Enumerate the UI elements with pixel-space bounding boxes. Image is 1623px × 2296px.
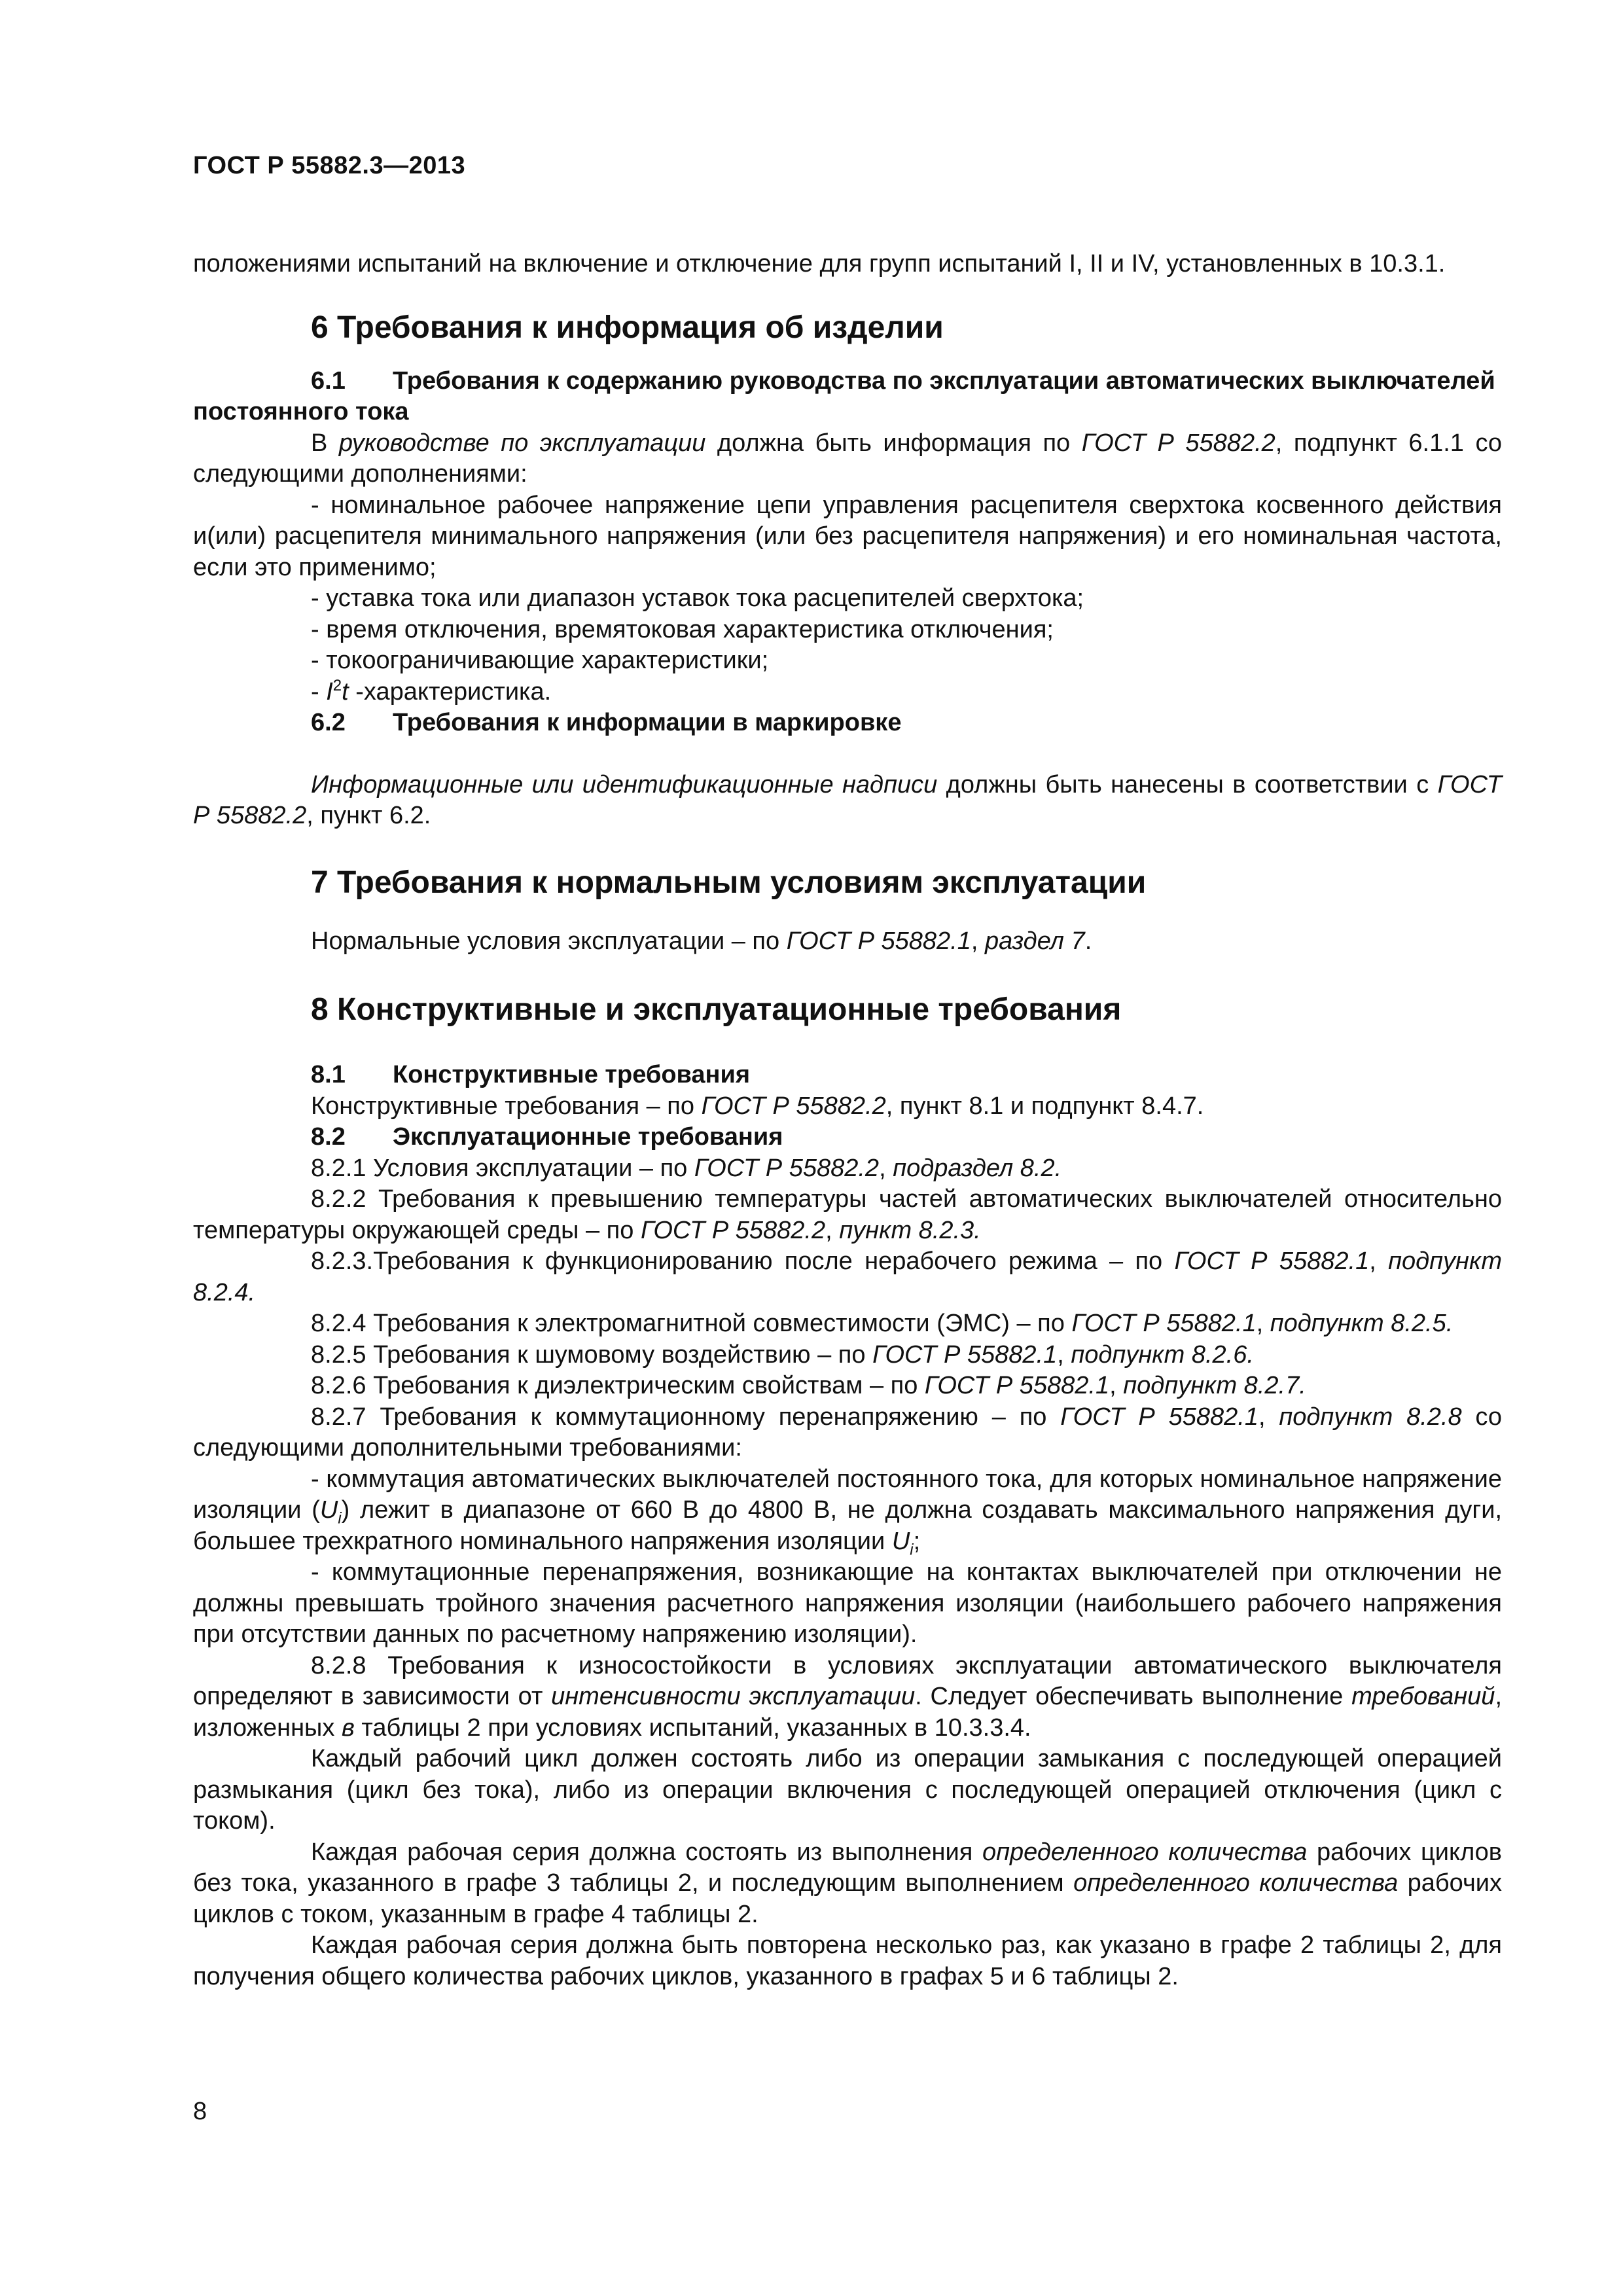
- symbol-u: U: [319, 1496, 338, 1524]
- section-8-1-paragraph: [193, 1091, 1502, 1122]
- gost-reference: ГОСТ Р 55882.1: [1174, 1247, 1370, 1275]
- page-content: [193, 249, 1502, 1992]
- page-number: 8: [193, 2098, 207, 2125]
- text-run: должны быть нанесены в соответствии с: [937, 770, 1438, 798]
- text-run: 8.2.3.Требования к функционированию после нерабочего режима – по: [311, 1247, 1175, 1275]
- text-run: 8.2.4 Требования к электромагнитной совместимости (ЭМС) – по: [311, 1310, 1072, 1337]
- section-6-2-heading: [193, 708, 1502, 739]
- clause-8-2-2: [193, 1184, 1502, 1246]
- text-run: 8.2.5 Требования к шумовому воздействию – по: [311, 1340, 873, 1369]
- text-run-italic: подпункт 8.2.5.: [1270, 1310, 1454, 1337]
- text-run-italic: требований: [1351, 1683, 1495, 1710]
- subscript: i: [338, 1509, 342, 1528]
- text-run: таблицы 2 при условиях испытаний, указанных в 10.3.3.4.: [354, 1713, 1031, 1742]
- text-run: , пункт 6.2.: [306, 802, 431, 829]
- clause-8-2-3: [193, 1246, 1502, 1308]
- clause-8-2-1: [193, 1153, 1502, 1185]
- list-item: - время отключения, времятоковая характеристика отключения;: [311, 615, 1054, 643]
- text-run: ,: [1256, 1310, 1270, 1337]
- text-run-italic: подпункт 8.2.7.: [1123, 1372, 1306, 1399]
- text-run: 8.2.1 Условия эксплуатации – по: [311, 1154, 694, 1182]
- text-run: ) лежит в диапазоне от 660 В до 4800 В, не должна создавать максимального напряжения дуги, большее трехкратного номинального напряжения изоляции: [193, 1496, 1503, 1555]
- section-6-1-paragraph: [193, 428, 1502, 490]
- clause-8-2-7-item-2: - коммутационные перенапряжения, возникающие на контактах выключателей при отключении не должны превышать тройного значения расчетного напряжения изоляции (наибольшего рабочего напряжения при отсутствии данных по расчетному напряжению изоляции).: [193, 1558, 1502, 1648]
- text-run: рабочих циклов с током, указанным в графе 4 таблицы 2.: [193, 1869, 1503, 1928]
- text-run: ,: [1369, 1247, 1389, 1275]
- gost-reference: ГОСТ Р 55882.2: [1081, 429, 1275, 457]
- text-run: В: [311, 429, 339, 457]
- text-run: -: [311, 677, 327, 706]
- text-run: .: [1084, 927, 1092, 955]
- text-run-italic: интенсивности эксплуатации: [551, 1683, 916, 1710]
- intro-paragraph: положениями испытаний на включение и отключение для групп испытаний I, II и IV, установленных в 10.3.1.: [193, 250, 1446, 278]
- section-6-1-number: 6.1: [311, 367, 346, 395]
- text-run: Конструктивные требования – по: [311, 1092, 702, 1120]
- gost-reference: ГОСТ Р 55882.1: [1071, 1310, 1257, 1337]
- section-8-1-title: Конструктивные требования: [393, 1061, 751, 1088]
- document-header: ГОСТ Р 55882.3—2013: [193, 152, 466, 179]
- clause-8-2-7-item-1: [193, 1464, 1502, 1558]
- symbol-t: t: [342, 677, 349, 706]
- text-run-italic: подпункт 8.2.6.: [1071, 1340, 1254, 1369]
- clause-8-2-7: [193, 1402, 1502, 1464]
- text-run-italic: раздел 7: [985, 927, 1085, 955]
- text-run: 8.2.2 Требования к превышению температуры частей автоматических выключателей относительно температуры окружающей среды – по: [193, 1185, 1502, 1244]
- section-6-2-paragraph: [193, 770, 1502, 832]
- gost-reference: ГОСТ Р 55882.1: [786, 927, 971, 955]
- section-7-heading: 7 Требования к нормальным условиям эксплуатации: [311, 865, 1147, 900]
- text-run: Нормальные условия эксплуатации – по: [311, 927, 787, 955]
- text-run: ,: [1109, 1372, 1124, 1399]
- text-run: -характеристика.: [348, 677, 552, 706]
- text-run: со следующими дополнительными требованиями:: [193, 1403, 1502, 1462]
- gost-reference: ГОСТ Р 55882.1: [924, 1372, 1110, 1399]
- section-6-2-number: 6.2: [311, 709, 346, 736]
- text-run: ,: [879, 1154, 893, 1182]
- list-item: - номинальное рабочее напряжение цепи управления расцепителя сверхтока косвенного действия и(или) расцепителя минимального напряжения (или без расцепителя напряжения) и его номинальная частота, если это применимо;: [193, 491, 1502, 581]
- paragraph-operating-cycle: Каждый рабочий цикл должен состоять либо из операции замыкания с последующей операцией размыкания (цикл без тока), либо из операции включения с последующей операцией отключения (цикл с током).: [193, 1745, 1502, 1835]
- list-item-i2t: [193, 677, 1502, 708]
- clause-8-2-8: [193, 1651, 1502, 1744]
- gost-reference: ГОСТ Р 55882.1: [872, 1340, 1058, 1369]
- symbol-i: I: [326, 677, 333, 706]
- text-run-italic: Информационные или идентификационные надписи: [311, 770, 938, 798]
- section-8-heading: 8 Конструктивные и эксплуатационные требования: [311, 992, 1122, 1027]
- text-run: - коммутация автоматических выключателей постоянного тока, для которых номинальное напряжение изоляции (: [193, 1465, 1502, 1524]
- text-run: . Следует обеспечивать выполнение: [915, 1683, 1352, 1710]
- gost-reference: ГОСТ Р 55882.2: [193, 770, 1502, 829]
- section-6-1-title: Требования к содержанию руководства по эксплуатации автоматических выключателей постоянного тока: [193, 367, 1495, 425]
- text-run: рабочих циклов без тока, указанного в графе 3 таблицы 2, и последующим выполнением: [193, 1838, 1502, 1897]
- text-run-italic: определенного количества: [982, 1838, 1308, 1866]
- gost-reference: ГОСТ Р 55882.1: [1060, 1403, 1258, 1431]
- text-run-italic: руководстве по эксплуатации: [338, 429, 706, 457]
- section-8-1-heading: [193, 1060, 1502, 1091]
- clause-8-2-5: [193, 1340, 1502, 1371]
- clause-8-2-6: [193, 1371, 1502, 1402]
- section-8-2-heading: [193, 1122, 1502, 1153]
- section-8-2-number: 8.2: [311, 1123, 346, 1151]
- text-run-italic: подпункт 8.2.8: [1279, 1403, 1462, 1431]
- section-6-1-heading: [193, 366, 1502, 428]
- paragraph-operating-series-1: [193, 1837, 1502, 1931]
- text-run: , подпункт 6.1.1 со следующими дополнениями:: [193, 429, 1503, 488]
- text-run: должна быть информация по: [705, 429, 1082, 457]
- clause-8-2-4: [193, 1308, 1502, 1340]
- gost-reference: ГОСТ Р 55882.2: [640, 1216, 826, 1244]
- text-run: ;: [913, 1527, 921, 1555]
- list-item: - уставка тока или диапазон уставок тока расцепителей сверхтока;: [311, 584, 1084, 612]
- text-run: ,: [825, 1216, 840, 1244]
- list-item: - токоограничивающие характеристики;: [311, 647, 769, 674]
- text-run: Каждая рабочая серия должна состоять из выполнения: [311, 1838, 982, 1866]
- text-run: 8.2.7 Требования к коммутационному перенапряжению – по: [311, 1403, 1061, 1431]
- text-run-italic: подпункт 8.2.4.: [193, 1247, 1502, 1306]
- text-run: , изложенных: [193, 1683, 1502, 1742]
- text-run-italic: определенного количества: [1073, 1869, 1399, 1897]
- subscript: i: [910, 1541, 914, 1559]
- section-6-heading: 6 Требования к информация об изделии: [311, 310, 944, 345]
- section-8-1-number: 8.1: [311, 1061, 346, 1088]
- paragraph-operating-series-2: Каждая рабочая серия должна быть повторена несколько раз, как указано в графе 2 таблицы 2, для получения общего количества рабочих циклов, указанного в графах 5 и 6 таблицы 2.: [193, 1931, 1502, 1990]
- symbol-u: U: [891, 1527, 910, 1555]
- gost-reference: ГОСТ Р 55882.2: [701, 1092, 886, 1120]
- section-6-2-title: Требования к информации в маркировке: [393, 709, 902, 736]
- text-run: , пункт 8.1 и подпункт 8.4.7.: [885, 1092, 1204, 1120]
- gost-reference: ГОСТ Р 55882.2: [694, 1154, 880, 1182]
- text-run: ,: [1258, 1403, 1279, 1431]
- text-run: 8.2.6 Требования к диэлектрическим свойствам – по: [311, 1372, 925, 1399]
- section-7-paragraph: [193, 926, 1502, 958]
- text-run: ,: [1057, 1340, 1071, 1369]
- text-run-italic: пункт 8.2.3.: [839, 1216, 981, 1244]
- text-run: 8.2.8 Требования к износостойкости в условиях эксплуатации автоматического выключателя определяют в зависимости от: [193, 1651, 1502, 1710]
- text-run: ,: [971, 927, 986, 955]
- text-run-italic: подраздел 8.2.: [893, 1154, 1062, 1182]
- text-run-italic: в: [341, 1713, 355, 1742]
- superscript: 2: [332, 676, 342, 694]
- section-8-2-title: Эксплуатационные требования: [393, 1123, 783, 1151]
